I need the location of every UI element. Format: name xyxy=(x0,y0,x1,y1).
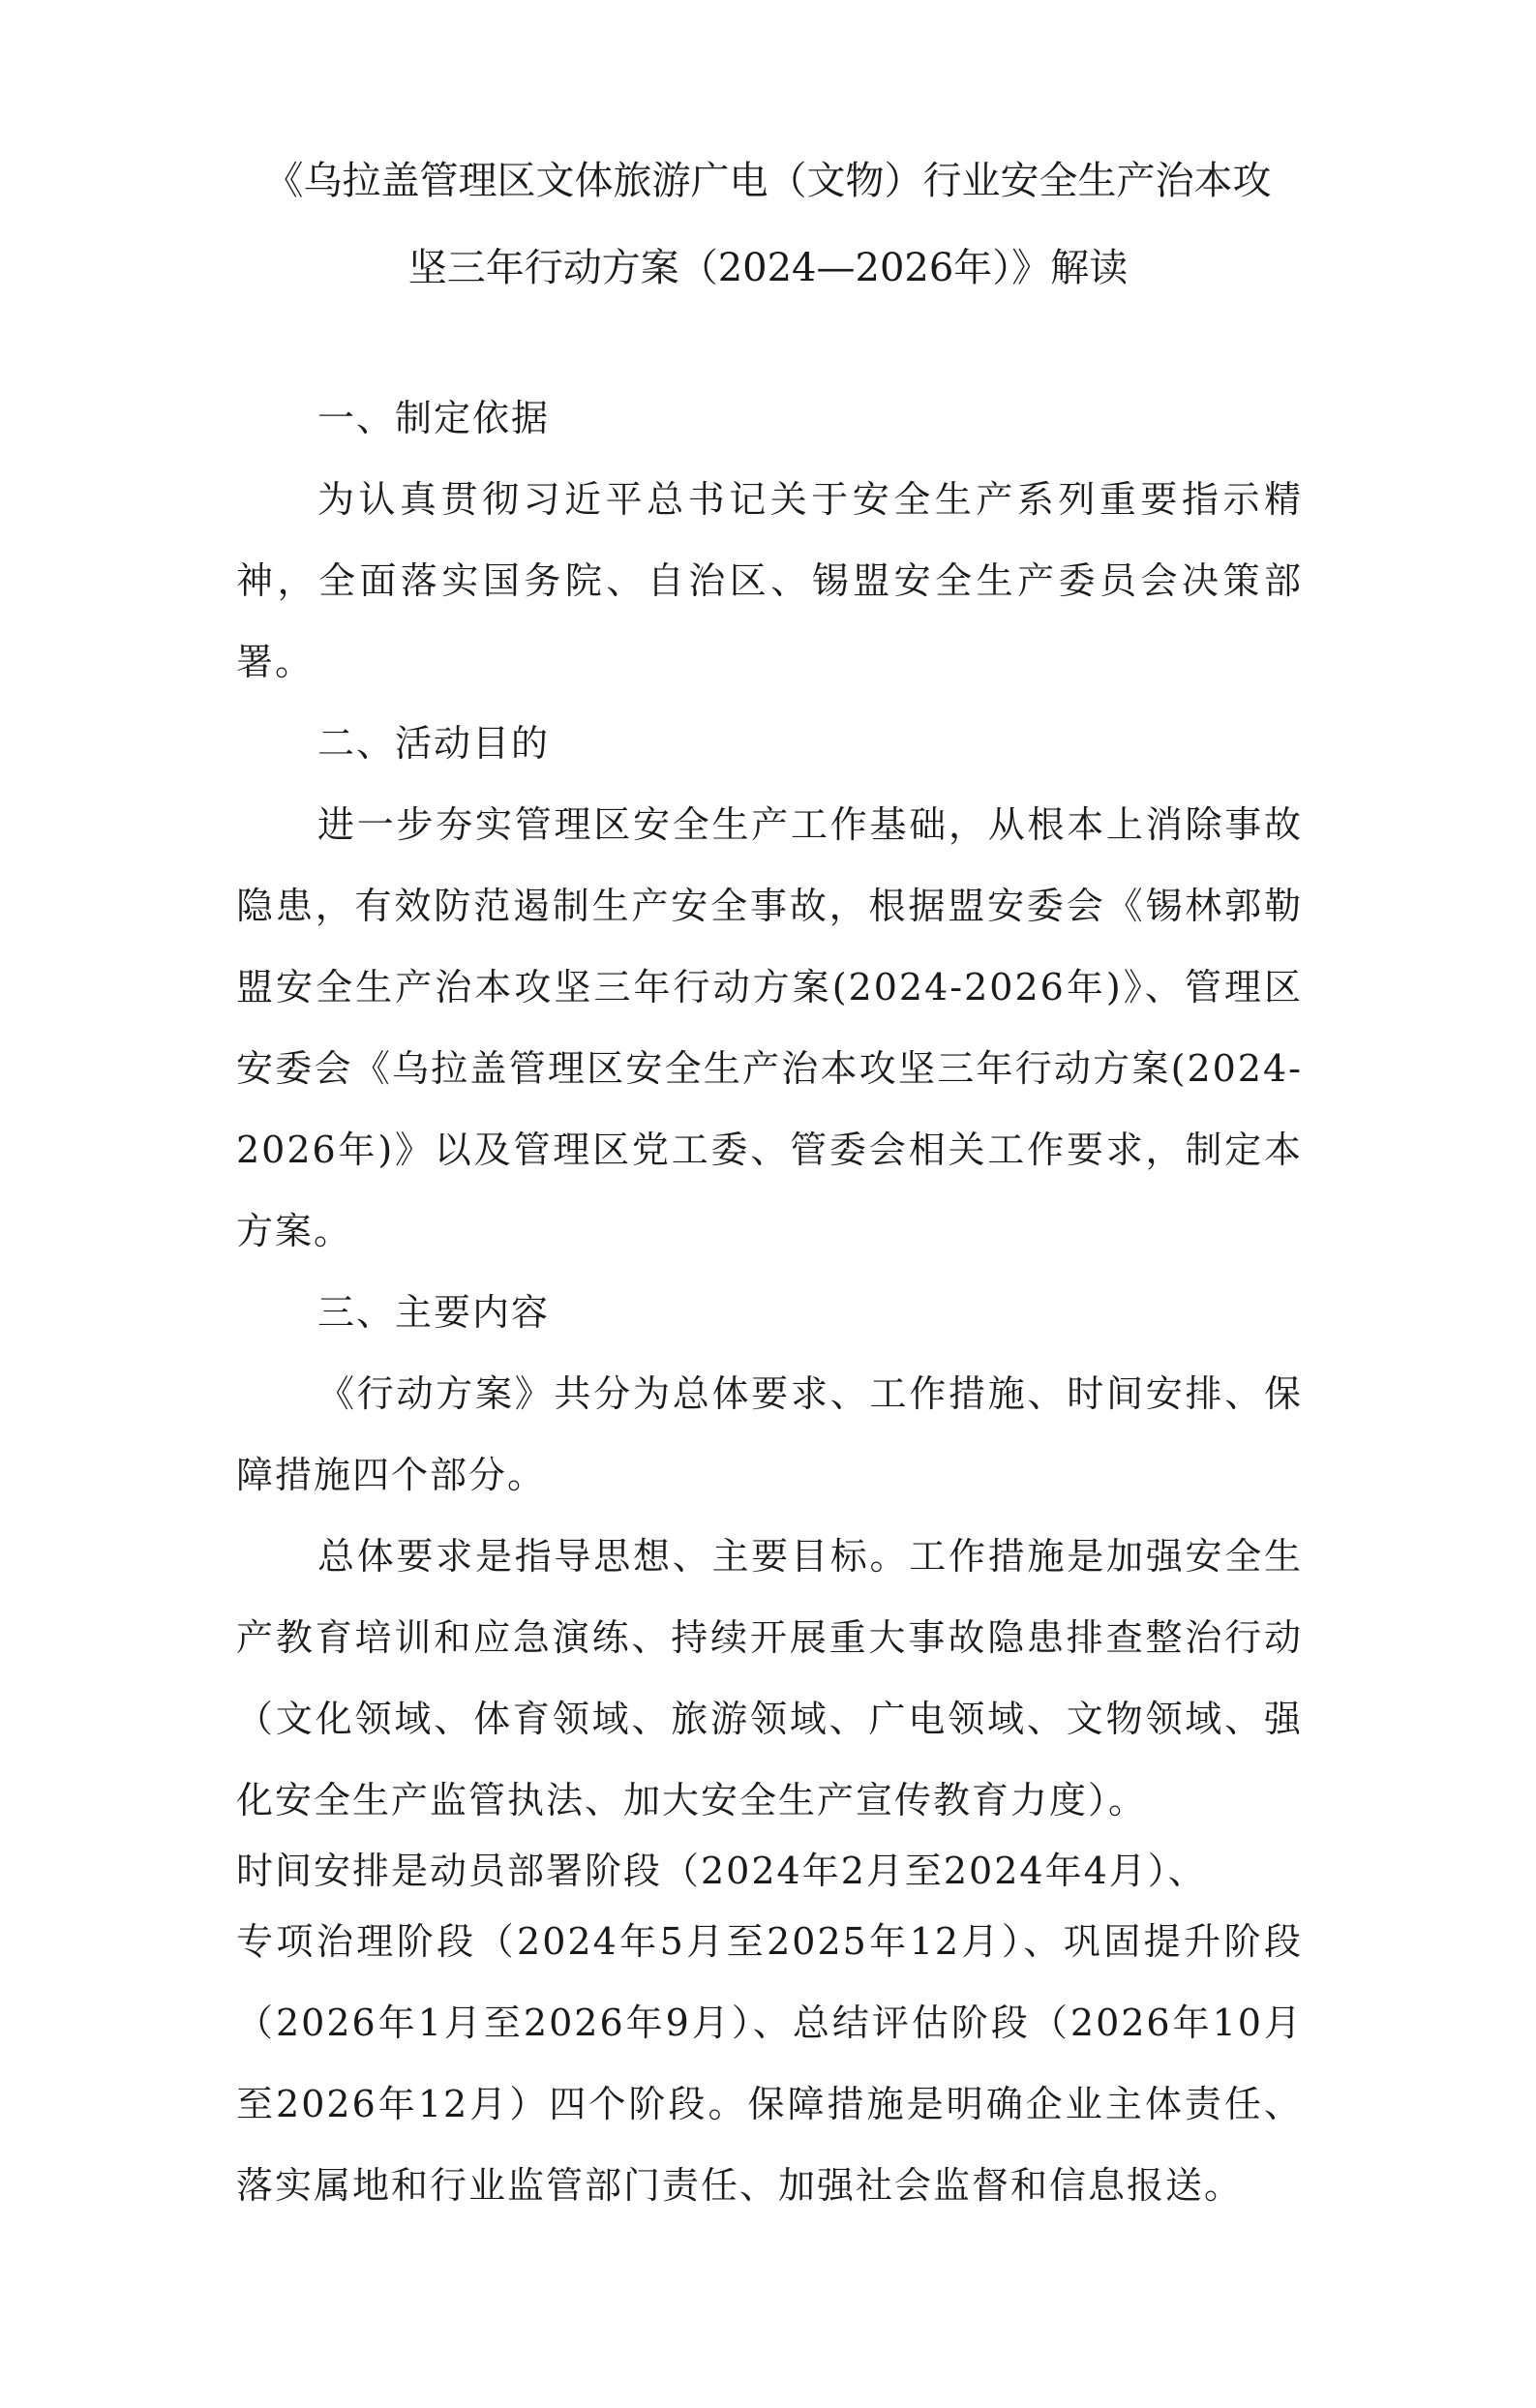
paragraph-content-structure: 《行动方案》共分为总体要求、工作措施、时间安排、保障措施四个部分。 xyxy=(236,1372,1303,1496)
section-heading-basis: 一、制定依据 xyxy=(317,397,551,439)
document-body xyxy=(236,377,1303,2226)
title-line-1: 《乌拉盖管理区文体旅游广电（文物）行业安全生产治本攻 xyxy=(264,159,1272,203)
section-heading-purpose: 二、活动目的 xyxy=(317,722,551,765)
paragraph-content-schedule: 时间安排是动员部署阶段（2024年2月至2024年4月）、 xyxy=(236,1850,1207,1892)
document-title xyxy=(194,137,1342,312)
paragraph-content-requirements: 总体要求是指导思想、主要目标。工作措施是加强安全生产教育培训和应急演练、持续开展重大事故隐患排查整治行动（文化领域、体育领域、旅游领域、广电领域、文物领域、强化安全生产监管执法、加大安全生产宣传教育力度）。 xyxy=(236,1535,1303,1821)
paragraph-basis: 为认真贯彻习近平总书记关于安全生产系列重要指示精神，全面落实国务院、自治区、锡盟安全生产委员会决策部署。 xyxy=(236,478,1303,683)
title-line-2: 坚三年行动方案（2024—2026年）》解读 xyxy=(407,246,1129,290)
paragraph-content-phases: 专项治理阶段（2024年5月至2025年12月）、巩固提升阶段（2026年1月至2026年9月）、总结评估阶段（2026年10月至2026年12月）四个阶段。保障措施是明确企业主体责任、落实属地和行业监管部门责任、加强社会监督和信息报送。 xyxy=(236,1920,1303,2207)
section-heading-content: 三、主要内容 xyxy=(317,1291,551,1334)
paragraph-purpose: 进一步夯实管理区安全生产工作基础，从根本上消除事故隐患，有效防范遏制生产安全事故，根据盟安委会《锡林郭勒盟安全生产治本攻坚三年行动方案(2024-2026年)》、管理区安委会《乌拉盖管理区安全生产治本攻坚三年行动方案(2024-2026年)》以及管理区党工委、管委会相关工作要求，制定本方案。 xyxy=(236,803,1303,1252)
